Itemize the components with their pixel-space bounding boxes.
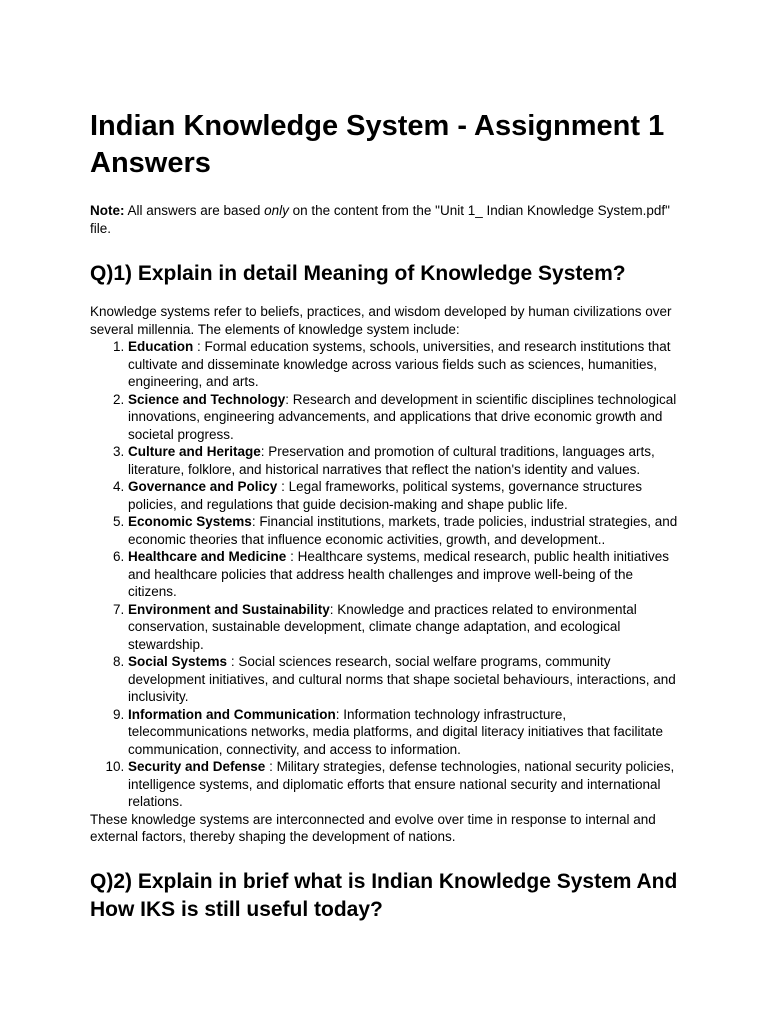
note-text-after: on the content from the "Unit 1_ Indian Knowledge System.pdf" file. — [90, 203, 670, 236]
list-item — [128, 338, 678, 391]
list-item-term: Security and Defense — [128, 759, 266, 774]
list-item-term: Information and Communication — [128, 706, 336, 722]
list-item — [128, 548, 678, 601]
note-emphasis: only — [264, 203, 289, 218]
list-item-text: : Formal education systems, schools, universities, and research institutions that cultivate and disseminate knowledge across various fields such as sciences, humanities, engineering, and arts. — [128, 339, 671, 389]
list-item — [128, 758, 678, 811]
list-item-text: : Social sciences research, social welfare programs, community development initiatives, and cultural norms that shape societal behaviours, interactions, and inclusivity. — [128, 654, 676, 704]
list-item-term: Culture and Heritage — [128, 444, 261, 459]
list-item — [128, 391, 678, 444]
list-item-text: : Information technology infrastructure, telecommunications networks, media platforms, and digital literacy initiatives that facilitate communication, connectivity, and access to information. — [128, 706, 663, 757]
note-label: Note: — [90, 203, 125, 218]
q2-heading: Q)2) Explain in brief what is Indian Knowledge System And How IKS is still useful today? — [90, 869, 678, 921]
note-text-before: All answers are based — [124, 203, 265, 218]
knowledge-elements-list — [90, 338, 678, 811]
list-item-term: Governance and Policy — [128, 479, 278, 494]
list-item — [128, 513, 678, 548]
q1-heading: Q)1) Explain in detail Meaning of Knowledge System? — [90, 262, 626, 285]
list-item — [128, 653, 678, 706]
list-item-term: Education — [128, 339, 194, 354]
list-item — [128, 601, 678, 654]
list-item — [128, 478, 678, 513]
list-item-term: Social Systems — [128, 654, 228, 669]
list-item-text: : Financial institutions, markets, trade policies, industrial strategies, and economic theories that influence economic activities, growth, and development.. — [128, 514, 678, 547]
list-item-term: Healthcare and Medicine — [128, 549, 287, 564]
list-item-text: : Military strategies, defense technologies, national security policies, intelligence systems, and diplomatic efforts that ensure national security and international relations. — [128, 759, 675, 809]
list-item-term: Environment and Sustainability — [128, 601, 330, 617]
list-item-text: : Preservation and promotion of cultural traditions, languages arts, literature, folklore, and historical narratives that reflect the nation's identity and values. — [128, 444, 655, 477]
list-item-text: : Healthcare systems, medical research, public health initiatives and healthcare policies that address health challenges and improve well-being of the citizens. — [128, 549, 669, 599]
list-item-term: Economic Systems — [128, 514, 252, 529]
list-item-term: Science and Technology — [128, 391, 286, 407]
list-item-text: : Research and development in scientific disciplines technological innovations, engineering advancements, and applications that drive economic growth and societal progress. — [128, 391, 677, 442]
list-item-text: : Legal frameworks, political systems, governance structures policies, and regulations that guide decision-making and shape public life. — [128, 479, 642, 512]
list-item — [128, 443, 678, 478]
note-paragraph — [90, 202, 678, 238]
document-title: Indian Knowledge System - Assignment 1 Answers — [90, 110, 665, 179]
list-item-text: : Knowledge and practices related to environmental conservation, sustainable development, climate change adaptation, and ecological stewardship. — [128, 601, 637, 652]
q1-intro: Knowledge systems refer to beliefs, practices, and wisdom developed by human civilizations over several millennia. The elements of knowledge system include: — [90, 304, 672, 337]
q1-closing: These knowledge systems are interconnected and evolve over time in response to internal and external factors, thereby shaping the development of nations. — [90, 811, 656, 844]
list-item — [128, 706, 678, 759]
